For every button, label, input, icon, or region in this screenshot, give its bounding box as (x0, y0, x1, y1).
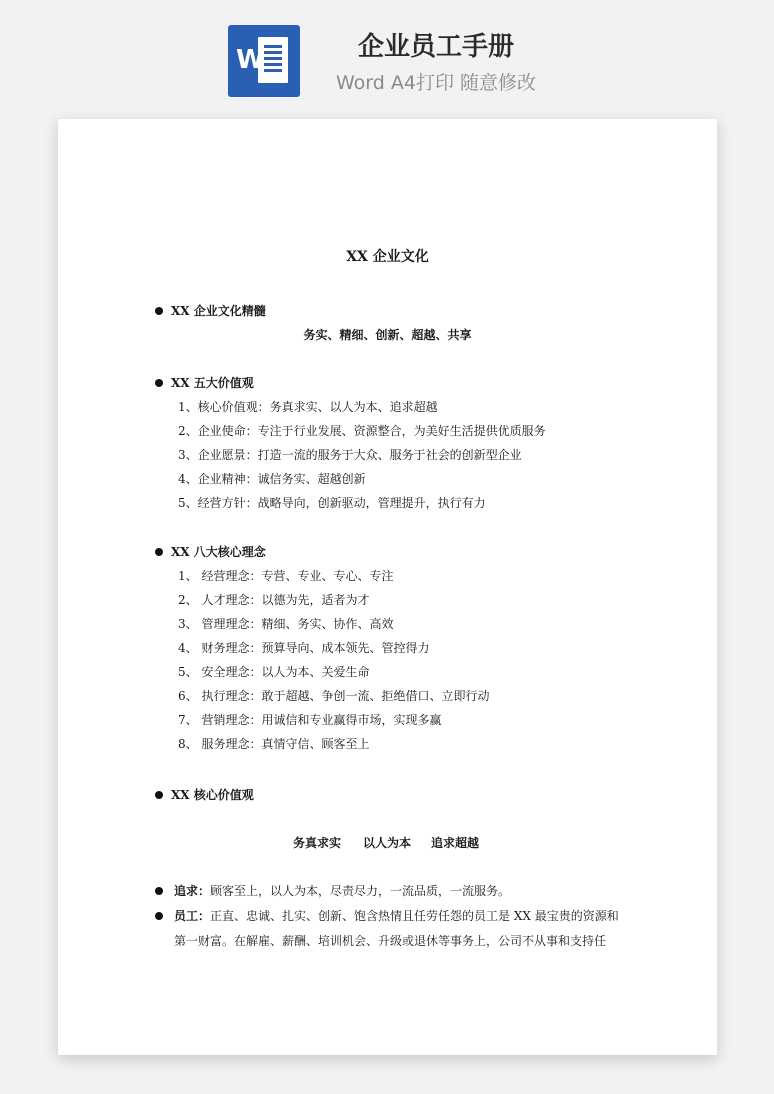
list-item: 5、 安全理念：以人为本、关爱生命 (178, 665, 370, 679)
section-heading-eight-concepts: XX 八大核心理念 (171, 545, 266, 559)
pursuit-label: 追求： (174, 884, 211, 898)
bullet-icon (155, 912, 163, 920)
banner (0, 0, 774, 110)
list-item: 2、 人才理念：以德为先，适者为才 (178, 593, 370, 607)
list-item: 7、 营销理念：用诚信和专业赢得市场，实现多赢 (178, 713, 442, 727)
banner-title: 企业员工手册 (357, 32, 514, 62)
core-value-phrase: 务真求实 (293, 836, 342, 850)
word-logo-icon (228, 25, 300, 97)
staff-paragraph-line-1 (174, 907, 619, 925)
document-page (58, 119, 717, 1055)
list-item: 4、 财务理念：预算导向、成本领先、管控得力 (178, 641, 430, 655)
bullet-icon (155, 887, 163, 895)
list-item: 8、 服务理念：真情守信、顾客至上 (178, 737, 370, 751)
pursuit-text: 顾客至上，以人为本，尽责尽力，一流品质，一流服务。 (210, 884, 511, 898)
core-value-phrase: 以人为本 (363, 836, 412, 850)
bullet-icon (155, 791, 163, 799)
section-heading-core-values: XX 核心价值观 (171, 788, 254, 802)
bullet-icon (155, 548, 163, 556)
core-value-phrase: 追求超越 (431, 836, 480, 850)
document-title: XX 企业文化 (346, 249, 429, 265)
section-heading-essence: XX 企业文化精髓 (171, 304, 266, 318)
staff-text-1: 正直、忠诚、扎实、创新、饱含热情且任劳任怨的员工是 XX 最宝贵的资源和 (210, 909, 619, 923)
banner-subtitle: Word A4打印 随意修改 (335, 72, 536, 94)
list-item: 5、经营方针：战略导向，创新驱动，管理提升，执行有力 (178, 496, 486, 510)
pursuit-paragraph (174, 882, 510, 900)
section-heading-five-values: XX 五大价值观 (171, 376, 254, 390)
list-item: 1、核心价值观：务真求实、以人为本、追求超越 (178, 400, 438, 414)
list-item: 6、 执行理念：敢于超越、争创一流、拒绝借口、立即行动 (178, 689, 490, 703)
word-logo-letter: W (236, 45, 265, 75)
list-item: 2、企业使命：专注于行业发展、资源整合，为美好生活提供优质服务 (178, 424, 546, 438)
staff-paragraph-line-2: 第一财富。在解雇、薪酬、培训机会、升级或退休等事务上，公司不从事和支持任 (174, 934, 607, 948)
list-item: 3、企业愿景：打造一流的服务于大众、服务于社会的创新型企业 (178, 448, 522, 462)
staff-label: 员工： (174, 909, 211, 923)
list-item: 3、 管理理念：精细、务实、协作、高效 (178, 617, 394, 631)
bullet-icon (155, 307, 163, 315)
list-item: 1、 经营理念：专营、专业、专心、专注 (178, 569, 394, 583)
list-item: 4、企业精神：诚信务实、超越创新 (178, 472, 366, 486)
essence-motto: 务实、精细、创新、超越、共享 (303, 328, 472, 342)
bullet-icon (155, 379, 163, 387)
